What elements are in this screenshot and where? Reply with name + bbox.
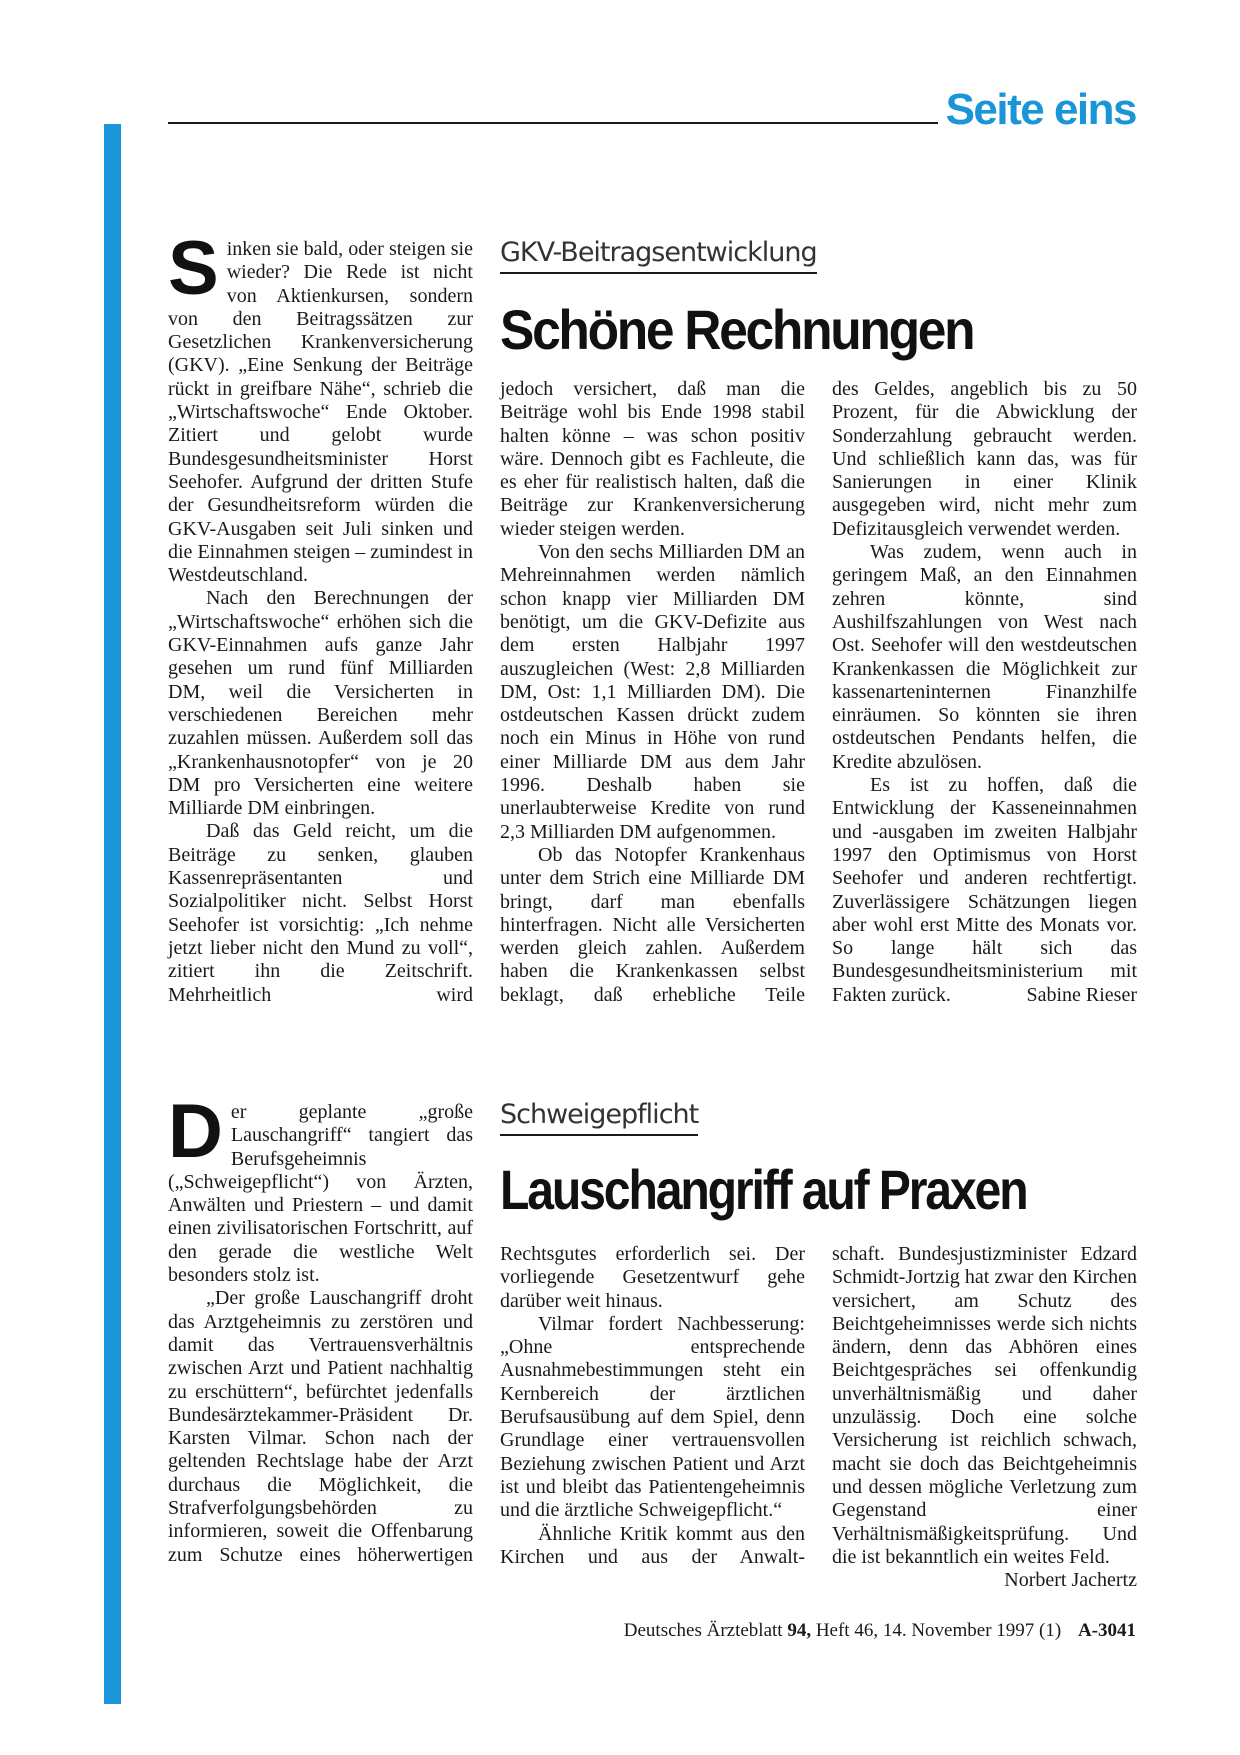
section-title: Seite eins [945, 85, 1136, 134]
drop-cap: D [168, 1089, 223, 1174]
article-kicker: Schweigepflicht [500, 1098, 698, 1136]
author-byline: Norbert Jachertz [1004, 1569, 1137, 1592]
paragraph: Der geplante „große Lauschangriff“ tangiert das Berufsgeheimnis („Schweigepflicht“) von Ärzten, Anwälten und Priestern – und damit einen zivilisatorischen Fortschritt, auf den gerade die westliche Welt besonders stolz ist. [168, 1089, 473, 1287]
article-headline: Schöne Rechnungen [500, 298, 974, 361]
paragraph: Rechtsgutes erforderlich sei. Der vorliegende Gesetzentwurf gehe darüber weit hinaus. [500, 1243, 805, 1312]
text-column-2 [500, 378, 805, 1007]
text-column-1 [168, 1089, 473, 1567]
page-number: A-3041 [1077, 1620, 1136, 1641]
journal-volume: 94, [787, 1620, 812, 1641]
paragraph: schaft. Bundesjustizminister Edzard Schmidt-Jortzig hat zwar den Kirchen versichert, am Schutz des Beichtgeheimnisses werde sich nichts ändern, denn das Abhören eines Beichtgespräches sei offenkundig unverhältnismäßig und daher unzulässig. Doch eine solche Versicherung ist reichlich schwach, macht sie doch das Beichtgeheimnis und dessen mögliche Verletzung zum Gegenstand einer Verhältnismäßigkeitsprüfung. Und die ist bekanntlich ein weites Feld. Norbert Jachertz [832, 1243, 1137, 1592]
issue-date: Heft 46, 14. November 1997 (1) [815, 1620, 1062, 1641]
article-beitragsentwicklung [168, 226, 1137, 1008]
paragraph: Sinken sie bald, oder steigen sie wieder? Die Rede ist nicht von Aktienkursen, sondern von den Beitragssätzen zur Gesetzlichen Krankenversicherung (GKV). „Eine Senkung der Beiträge rückt in greifbare Nähe“, schrieb die „Wirtschaftswoche“ Ende Oktober. Zitiert und gelobt wurde Bundesgesundheitsminister Horst Seehofer. Aufgrund der dritten Stufe der Gesundheitsreform würden die GKV-Ausgaben seit Juli sinken und die Einnahmen steigen – zumindest in Westdeutschland. [168, 226, 473, 587]
text-column-3 [832, 1243, 1137, 1592]
text-column-3 [832, 378, 1137, 1007]
paragraph: Vilmar fordert Nachbesserung: „Ohne entsprechende Ausnahmebestimmungen steht ein Kernbereich der ärztlichen Berufsausübung auf dem Spiel, denn Grundlage einer vertrauensvollen Beziehung zwischen Patient und Arzt ist und bleibt das Patientengeheimnis und die ärztliche Schweigepflicht.“ [500, 1312, 805, 1522]
paragraph: Ähnliche Kritik kommt aus den Kirchen und aus der Anwalt- [500, 1522, 805, 1568]
text-column-1 [168, 226, 473, 1007]
paragraph: des Geldes, angeblich bis zu 50 Prozent, für die Abwicklung der Sonderzahlung gebraucht werden. Und schließlich kann das, was für Sanierungen in einer Klinik ausgegeben wird, nicht mehr zum Defizitausgleich verwendet werden. [832, 378, 1137, 540]
side-color-bar [104, 124, 121, 1704]
paragraph: jedoch versichert, daß man die Beiträge wohl bis Ende 1998 stabil halten könne – was schon positiv wäre. Dennoch gibt es Fachleute, die es eher für realistisch halten, daß die Beiträge zur Krankenversicherung wieder steigen werden. [500, 378, 805, 540]
paragraph: Daß das Geld reicht, um die Beiträge zu senken, glauben Kassenrepräsentanten und Sozialpolitiker nicht. Selbst Horst Seehofer ist vorsichtig: „Ich nehme jetzt lieber nicht den Mund zu voll“, zitiert ihn die Zeitschrift. Mehrheitlich wird [168, 820, 473, 1006]
article-headline: Lauschangriff auf Praxen [500, 1158, 1027, 1221]
drop-cap: S [168, 226, 219, 311]
article-lauschangriff [168, 1089, 1137, 1592]
header-rule [168, 122, 938, 124]
page-footer [624, 1620, 1136, 1642]
paragraph: „Der große Lauschangriff droht das Arztgeheimnis zu zerstören und damit das Vertrauensverhältnis zwischen Arzt und Patient nachhaltig zu erschüttern“, befürchtet jedenfalls Bundesärztekammer-Präsident Dr. Karsten Vilmar. Schon nach der geltenden Rechtslage habe der Arzt durchaus die Möglichkeit, die Strafverfolgungsbehörden zu informieren, soweit die Offenbarung zum Schutze eines höherwertigen [168, 1287, 473, 1566]
paragraph: Ob das Notopfer Krankenhaus unter dem Strich eine Milliarde DM bringt, darf man ebenfalls hinterfragen. Nicht alle Versicherten werden gleich zahlen. Außerdem haben die Krankenkassen selbst beklagt, daß erhebliche Teile [500, 843, 805, 1006]
article-kicker: GKV-Beitragsentwicklung [500, 236, 817, 274]
paragraph: Nach den Berechnungen der „Wirtschaftswoche“ erhöhen sich die GKV-Einnahmen aufs ganze Jahr gesehen um rund fünf Milliarden DM, weil die Versicherten in verschiedenen Bereichen mehr zuzahlen müssen. Außerdem soll das „Krankenhausnotopfer“ von je 20 DM pro Versicherten eine weitere Milliarde DM einbringen. [168, 587, 473, 820]
journal-name: Deutsches Ärzteblatt [623, 1620, 783, 1641]
paragraph: Von den sechs Milliarden DM an Mehreinnahmen werden nämlich schon knapp vier Milliarden DM benötigt, um die GKV-Defizite aus dem ersten Halbjahr 1997 auszugleichen (West: 2,8 Milliarden DM, Ost: 1,1 Milliarden DM). Die ostdeutschen Kassen drückt zudem noch ein Minus in Höhe von rund einer Milliarde DM aus dem Jahr 1996. Deshalb haben sie unerlaubterweise Kredite von rund 2,3 Milliarden DM aufgenommen. [500, 541, 805, 843]
paragraph: Was zudem, wenn auch in geringem Maß, an den Einnahmen zehren könnte, sind Aushilfszahlungen von West nach Ost. Seehofer will den westdeutschen Krankenkassen die Möglichkeit zur kassenarteninternen Finanzhilfe einräumen. So könnten sie ihren ostdeutschen Pendants helfen, die Kredite abzulösen. [832, 541, 1137, 773]
paragraph: Es ist zu hoffen, daß die Entwicklung der Kasseneinnahmen und -ausgaben im zweiten Halbjahr 1997 den Optimismus von Horst Seehofer und anderen rechtfertigt. Zuverlässigere Schätzungen liegen aber wohl erst Mitte des Monats vor. So lange hält sich das Bundesgesundheitsministerium mit Fakten zurück. Sabine Rieser [832, 774, 1137, 1006]
text-column-2 [500, 1243, 805, 1569]
author-byline: Sabine Rieser [1026, 983, 1137, 1006]
